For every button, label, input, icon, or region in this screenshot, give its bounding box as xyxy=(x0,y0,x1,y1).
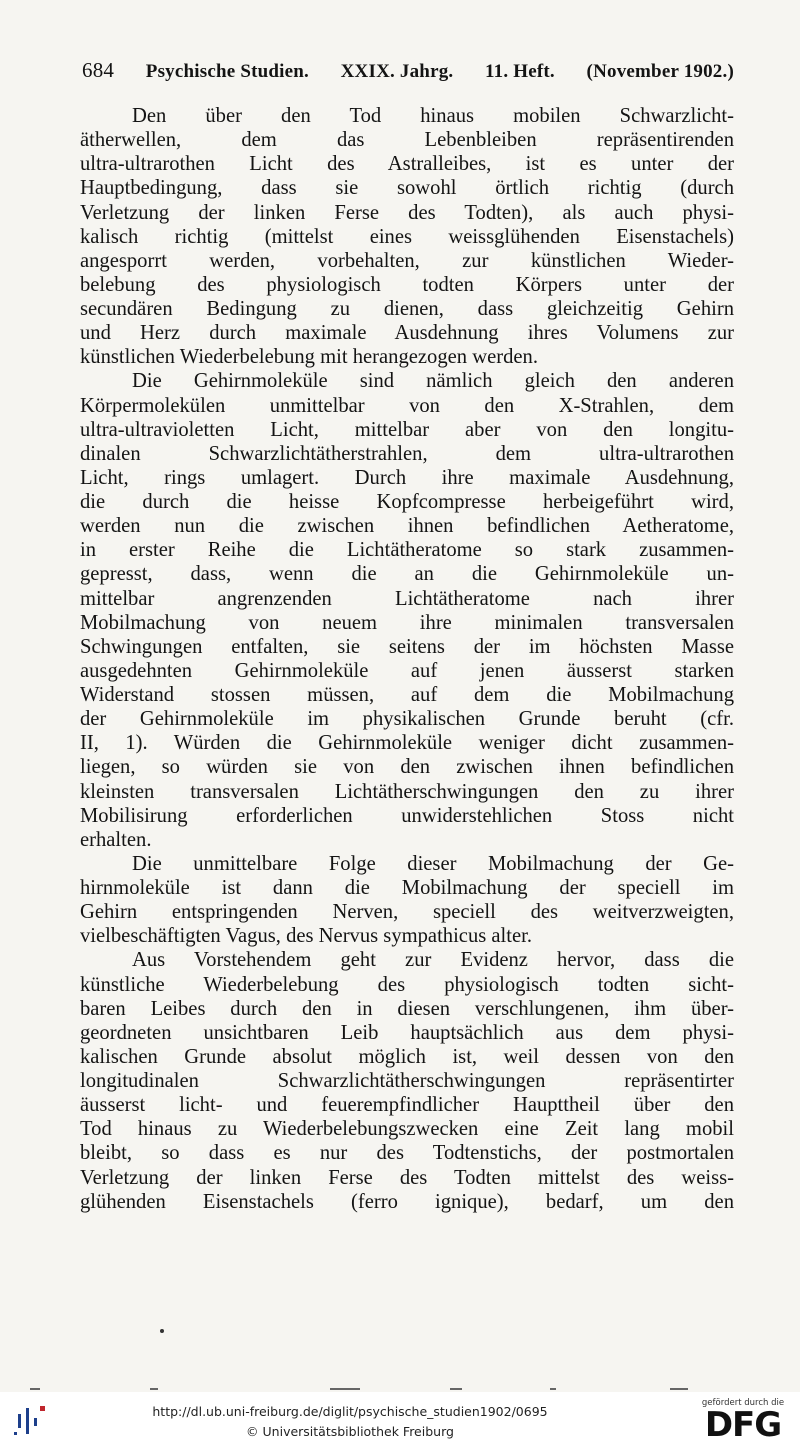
dfg-logo-text: DFG xyxy=(704,1405,782,1445)
text-line: in erster Reihe die Lichtätheratome so stark zusammen- xyxy=(80,539,734,562)
running-header xyxy=(82,58,734,83)
text-line: äusserst licht- und feuerempfindlicher Haupttheil über den xyxy=(80,1094,734,1117)
text-line: bleibt, so dass es nur des Todtenstichs, der postmortalen xyxy=(80,1142,734,1165)
digitization-footer xyxy=(0,1392,800,1450)
text-line: der Gehirnmoleküle im physikalischen Grunde beruht (cfr. xyxy=(80,708,734,731)
text-line: vielbeschäftigten Vagus, des Nervus sympathicus alter. xyxy=(80,925,533,948)
text-line: hirnmoleküle ist dann die Mobilmachung der speciell im xyxy=(80,877,734,899)
text-line: kalischen Grunde absolut möglich ist, weil dessen von den xyxy=(80,1045,734,1068)
text-line: Aus Vorstehendem geht zur Evidenz hervor, dass die xyxy=(132,949,734,972)
copyright-notice: © Universitätsbibliothek Freiburg xyxy=(246,1424,454,1439)
text-line: kleinsten transversalen Lichtätherschwingungen den zu ihrer xyxy=(80,780,734,803)
library-logo-icon xyxy=(14,1404,48,1438)
text-line: Tod hinaus zu Wiederbelebungszwecken eine Zeit lang mobil xyxy=(80,1118,734,1141)
text-line: ausgedehnten Gehirnmoleküle auf jenen äusserst starken xyxy=(80,659,734,682)
page-number: 684 xyxy=(82,58,115,82)
text-line: künstlichen Wiederbelebung mit herangezogen werden. xyxy=(80,346,538,369)
text-line: und Herz durch maximale Ausdehnung ihres Volumens zur xyxy=(80,322,734,345)
text-line: werden nun die zwischen ihnen befindlichen Aetheratome, xyxy=(80,515,734,538)
text-line: angesporrt werden, vorbehalten, zur künstlichen Wieder- xyxy=(80,249,734,272)
volume: XXIX. Jahrg. xyxy=(340,61,454,82)
text-line: liegen, so würden sie von den zwischen ihnen befindlichen xyxy=(80,756,734,779)
text-line: erhalten. xyxy=(80,828,152,851)
text-line: Die Gehirnmoleküle sind nämlich gleich den anderen xyxy=(132,370,734,393)
text-line: Hauptbedingung, dass sie sowohl örtlich richtig (durch xyxy=(80,177,734,200)
body-text xyxy=(80,104,734,1214)
text-line: Körpermolekülen unmittelbar von den X-Strahlen, dem xyxy=(80,394,734,417)
text-line: Mobilmachung von neuem ihre minimalen transversalen xyxy=(80,611,734,634)
text-line: II, 1). Würden die Gehirnmoleküle weniger dicht zusammen- xyxy=(80,732,734,755)
issue: 11. Heft. xyxy=(485,61,555,82)
sponsor-caption: gefördert durch die xyxy=(701,1398,785,1408)
text-line: longitudinalen Schwarzlichtätherschwingungen repräsentirter xyxy=(80,1070,734,1092)
text-line: mittelbar angrenzenden Lichtätheratome nach ihrer xyxy=(80,587,734,610)
running-title: Psychische Studien. xyxy=(145,61,309,82)
text-line: künstliche Wiederbelebung des physiologisch todten sicht- xyxy=(80,973,734,996)
text-line: secundären Bedingung zu dienen, dass gleichzeitig Gehirn xyxy=(80,298,734,320)
text-line: Verletzung der linken Ferse des Todten mittelst des weiss- xyxy=(80,1166,734,1189)
text-line: glühenden Eisenstachels (ferro ignique), bedarf, um den xyxy=(80,1190,734,1213)
text-line: Den über den Tod hinaus mobilen Schwarzlicht- xyxy=(132,105,734,127)
text-line: ätherwellen, dem das Lebenbleiben repräsentirenden xyxy=(80,129,734,152)
text-line: baren Leibes durch den in diesen verschlungenen, ihm über- xyxy=(80,997,734,1020)
text-line: kalisch richtig (mittelst eines weissglühenden Eisenstachels) xyxy=(80,225,734,248)
ink-speck xyxy=(160,1329,164,1333)
text-line: gepresst, dass, wenn die an die Gehirnmoleküle un- xyxy=(80,563,734,586)
text-line: ultra-ultrarothen Licht des Astralleibes, ist es unter der xyxy=(80,153,734,176)
text-line: Gehirn entspringenden Nerven, speciell des weitverzweigten, xyxy=(80,901,734,924)
text-line: Verletzung der linken Ferse des Todten), als auch physi- xyxy=(80,201,734,224)
source-url-link[interactable]: http://dl.ub.uni-freiburg.de/diglit/psychische_studien1902/0695 xyxy=(152,1404,548,1419)
text-line: Mobilisirung erforderlichen unwiderstehlichen Stoss nicht xyxy=(80,804,734,827)
text-line: Schwingungen entfalten, sie seitens der im höchsten Masse xyxy=(80,635,734,658)
text-line: die durch die heisse Kopfcompresse herbeigeführt wird, xyxy=(80,491,734,513)
text-line: Widerstand stossen müssen, auf dem die Mobilmachung xyxy=(80,684,734,706)
text-line: Die unmittelbare Folge dieser Mobilmachung der Ge- xyxy=(132,852,734,875)
text-line: dinalen Schwarzlichtätherstrahlen, dem ultra-ultrarothen xyxy=(80,442,734,465)
text-line: belebung des physiologisch todten Körpers unter der xyxy=(80,273,734,296)
text-line: geordneten unsichtbaren Leib hauptsächlich aus dem physi- xyxy=(80,1021,734,1044)
text-line: ultra-ultravioletten Licht, mittelbar aber von den longitu- xyxy=(80,418,734,441)
dfg-logo xyxy=(700,1398,786,1445)
issue-date: (November 1902.) xyxy=(586,61,734,82)
text-line: Licht, rings umlagert. Durch ihre maximale Ausdehnung, xyxy=(80,466,734,489)
